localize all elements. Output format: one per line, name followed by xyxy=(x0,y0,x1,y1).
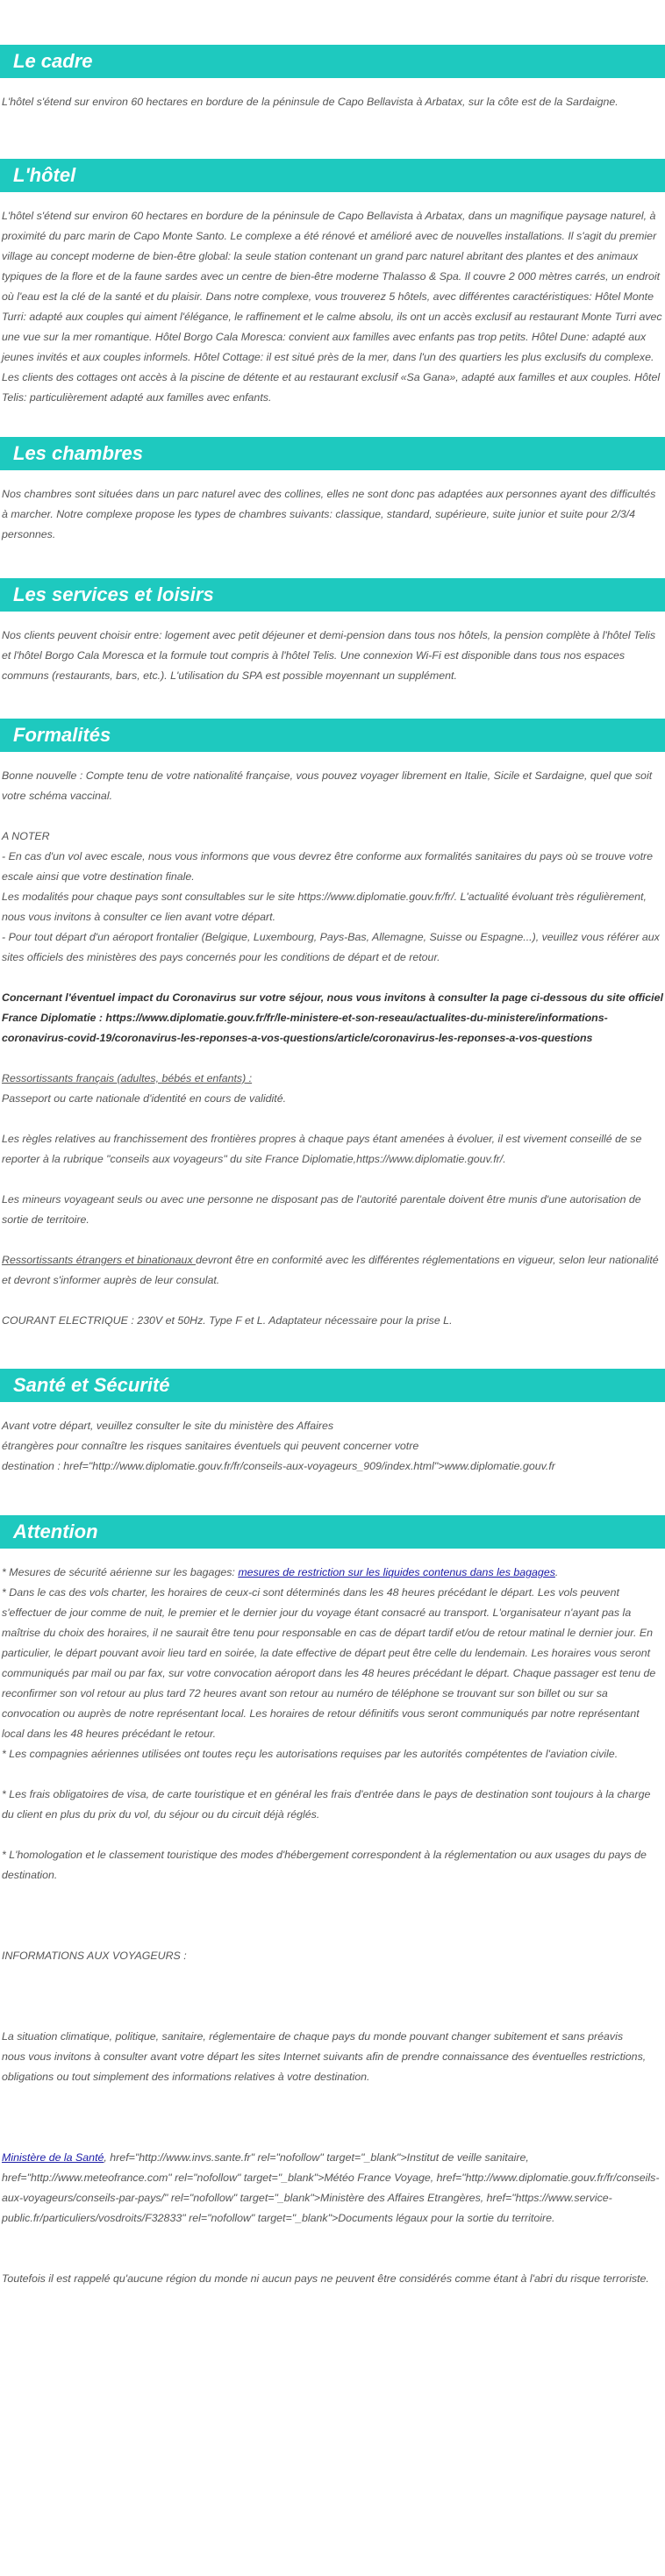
homologation-text: * L'homologation et le classement touristique des modes d'hébergement correspondent à la réglementation ou aux usages du pays de destination. xyxy=(2,1849,647,1881)
baggage-security-suffix: . xyxy=(554,1566,559,1578)
ministry-health-link[interactable]: Ministère de la Santé xyxy=(2,2151,104,2164)
section-title-hotel: L'hôtel xyxy=(0,159,665,192)
a-noter-heading: A NOTER xyxy=(2,830,50,842)
foreign-nationals-label: Ressortissants étrangers et binationaux xyxy=(2,1254,197,1266)
section-title-cadre: Le cadre xyxy=(0,45,665,78)
useful-links-paragraph xyxy=(2,2148,663,2229)
foreign-nationals-paragraph xyxy=(2,1250,663,1291)
section-title-attention: Attention xyxy=(0,1515,665,1549)
french-nationals-label: Ressortissants français (adultes, bébés et enfants) : xyxy=(2,1072,253,1084)
sante-line-1: Avant votre départ, veuillez consulter le site du ministère des Affaires xyxy=(2,1420,334,1432)
foreign-nationals-text: devront être en conformité avec les différentes réglementations en vigueur, selon leur nationalité et devront s'informer auprès de leur consulat. xyxy=(2,1254,659,1286)
baggage-security-paragraph xyxy=(2,1563,663,1583)
a-noter-item-1: - En cas d'un vol avec escale, nous vous informons que vous devrez être conforme aux formalités sanitaires du pays où se trouve votre escale ainsi que votre destination finale. xyxy=(2,850,654,883)
charter-flights-text: * Dans le cas des vols charter, les horaires de ceux-ci sont déterminés dans les 48 heures précédant le départ. Les vols peuvent s'effectuer de jour comme de nuit, le premier et le dernier jour du voyage étant consacré au transport. L'organisateur n'ayant pas la maîtrise du choix des horaires, il ne saurait être tenu pour responsable en cas de départ tardif et/ou de retour matinal le dernier jour. En particulier, le départ pouvant avoir lieu tard en soirée, la date effective de départ peut être celle du lendemain. Les horaires vous seront communiqués par mail ou par fax, sur votre convocation aéroport dans les 48 heures précédant le départ. Chaque passager est tenu de reconfirmer son vol retour au plus tard 72 heures avant son retour au numéro de téléphone se trouvant sur son billet ou sur sa convocation ou auprès de notre représentant local. Les horaires de retour définitifs vous seront communiqués par notre représentant local dans les 48 heures précédant le retour. xyxy=(2,1586,656,1740)
a-noter-item-3: - Pour tout départ d'un aéroport frontalier (Belgique, Luxembourg, Pays-Bas, Allemagne, Suisse ou Espagne...), veuillez vous référer aux sites officiels des ministères des pays concernés pour les conditions de départ et de retour. xyxy=(2,931,660,963)
french-nationals-text: Passeport ou carte nationale d'identité en cours de validité. xyxy=(2,1092,287,1105)
formalites-good-news: Bonne nouvelle : Compte tenu de votre nationalité française, vous pouvez voyager librement en Italie, Sicile et Sardaigne, quel que soit votre schéma vaccinal. xyxy=(2,769,653,802)
travellers-info-heading: INFORMATIONS AUX VOYAGEURS : xyxy=(2,1950,187,1962)
sante-body xyxy=(0,1416,665,1477)
section-title-chambres: Les chambres xyxy=(0,437,665,470)
formalites-body xyxy=(0,766,665,1331)
section-attention xyxy=(0,1477,665,2289)
section-formalites xyxy=(0,686,665,1331)
cadre-text: L'hôtel s'étend sur environ 60 hectares en bordure de la péninsule de Capo Bellavista à Arbatax, sur la côte est de la Sardaigne. xyxy=(2,96,619,108)
terrorism-notice: Toutefois il est rappelé qu'aucune région du monde ni aucun pays ne peuvent être considérés comme étant à l'abri du risque terroriste. xyxy=(2,2272,649,2285)
situation-text-2: nous vous invitons à consulter avant votre départ les sites Internet suivants afin de prendre connaissance des éventuelles restrictions, obligations ou tout simplement des informations relatives à votre destination. xyxy=(2,2050,647,2083)
section-cadre xyxy=(0,0,665,112)
minors-text: Les mineurs voyageant seuls ou avec une personne ne disposant pas de l'autorité parentale doivent être munis d'une autorisation de sortie de territoire. xyxy=(2,1193,641,1226)
section-services xyxy=(0,545,665,686)
covid-notice: Concernant l'éventuel impact du Coronavirus sur votre séjour, nous vous invitons à consulter la page ci-dessous du site officiel France Diplomatie : https://www.diplomatie.gouv.fr/fr/le-ministere-et-son-reseau/actualites-du-ministere/informations-coronavirus-covid-19/coronavirus-les-reponses-a-vos-questions/article/coronavirus-les-reponses-a-vos-questions xyxy=(2,991,663,1044)
section-sante xyxy=(0,1331,665,1477)
attention-body xyxy=(0,1563,665,2289)
liquids-restriction-link[interactable]: mesures de restriction sur les liquides contenus dans les bagages xyxy=(238,1566,555,1578)
chambres-text: Nos chambres sont situées dans un parc naturel avec des collines, elles ne sont donc pas adaptées aux personnes ayant des difficultés à marcher. Notre complexe propose les types de chambres suivants: classique, standard, supérieure, suite junior et suite pour 2/3/4 personnes. xyxy=(2,488,656,540)
section-chambres xyxy=(0,408,665,545)
baggage-security-prefix: * Mesures de sécurité aérienne sur les bagages: xyxy=(2,1566,239,1578)
airlines-text: * Les compagnies aériennes utilisées ont toutes reçu les autorisations requises par les autorités compétentes de l'aviation civile. xyxy=(2,1748,619,1760)
border-rules-text: Les règles relatives au franchissement des frontières propres à chaque pays étant amenées à évoluer, il est vivement conseillé de se reporter à la rubrique "conseils aux voyageurs" du site France Diplomatie,https://www.diplomatie.gouv.fr/. xyxy=(2,1133,642,1165)
section-title-services: Les services et loisirs xyxy=(0,578,665,612)
situation-text-1: La situation climatique, politique, sanitaire, réglementaire de chaque pays du monde pouvant changer subitement et sans préavis xyxy=(2,2030,624,2043)
sante-line-2: étrangères pour connaître les risques sanitaires éventuels qui peuvent concerner votre xyxy=(2,1440,419,1452)
section-hotel xyxy=(0,112,665,408)
a-noter-item-2: Les modalités pour chaque pays sont consultables sur le site https://www.diplomatie.gouv.fr/fr/. L'actualité évoluant très régulièrement, nous vous invitons à consulter ce lien avant votre départ. xyxy=(2,891,647,923)
sante-line-3: destination : href="http://www.diplomatie.gouv.fr/fr/conseils-aux-voyageurs_909/index.html">www.diplomatie.gouv.fr xyxy=(2,1460,555,1472)
electric-current-text: COURANT ELECTRIQUE : 230V et 50Hz. Type F et L. Adaptateur nécessaire pour la prise L. xyxy=(2,1314,453,1327)
section-title-formalites: Formalités xyxy=(0,719,665,752)
section-title-sante: Santé et Sécurité xyxy=(0,1369,665,1402)
services-text: Nos clients peuvent choisir entre: logement avec petit déjeuner et demi-pension dans tous nos hôtels, la pension complète à l'hôtel Telis et l'hôtel Borgo Cala Moresca et la formule tout compris à l'hôtel Telis. Une connexion Wi-Fi est disponible dans tous nos espaces communs (restaurants, bars, etc.). L'utilisation du SPA est possible moyennant un supplément. xyxy=(2,629,656,682)
visa-fees-text: * Les frais obligatoires de visa, de carte touristique et en général les frais d'entrée dans le pays de destination sont toujours à la charge du client en plus du prix du vol, du séjour ou du circuit déjà réglés. xyxy=(2,1788,651,1821)
hotel-text: L'hôtel s'étend sur environ 60 hectares en bordure de la péninsule de Capo Bellavista à Arbatax, dans un magnifique paysage naturel, à proximité du parc marin de Capo Monte Santo. Le complexe a été rénové et amélioré avec de nouvelles installations. Il s'agit du premier village au concept moderne de bien-être global: la seule station contenant un grand parc naturel abritant des plantes et des animaux typiques de la flore et de la faune sardes avec un centre de bien-être moderne Thalasso & Spa. Il couvre 2 000 mètres carrés, un endroit où l'eau est la clé de la santé et du plaisir. Dans notre complexe, vous trouverez 5 hôtels, avec différentes caractéristiques: Hôtel Monte Turri: adapté aux couples qui aiment l'élégance, le raffinement et le calme absolu, ils ont un accès exclusif au restaurant Monte Turri avec une vue sur la mer romantique. Hôtel Borgo Cala Moresca: convient aux familles avec enfants pas trop petits. Hôtel Dune: adapté aux jeunes invités et aux couples informels. Hôtel Cottage: il est situé près de la mer, dans l'un des quartiers les plus exclusifs du complexe. Les clients des cottages ont accès à la piscine de détente et au restaurant exclusif «Sa Gana», adapté aux familles et aux couples. Hôtel Telis: particulièrement adapté aux familles avec enfants. xyxy=(2,210,662,404)
useful-links-text: , href="http://www.invs.sante.fr" rel="nofollow" target="_blank">Institut de veille sanitaire, href="http://www.meteofrance.com" rel="nofollow" target="_blank">Météo France Voyage, href="http://www.diplomatie.gouv.fr/fr/conseils-aux-voyageurs/conseils-par-pays/" rel="nofollow" target="_blank">Ministère des Affaires Etrangères, href="https://www.service-public.fr/particuliers/vosdroits/F32833" rel="nofollow" target="_blank">Documents légaux pour la sortie du territoire. xyxy=(2,2151,660,2224)
